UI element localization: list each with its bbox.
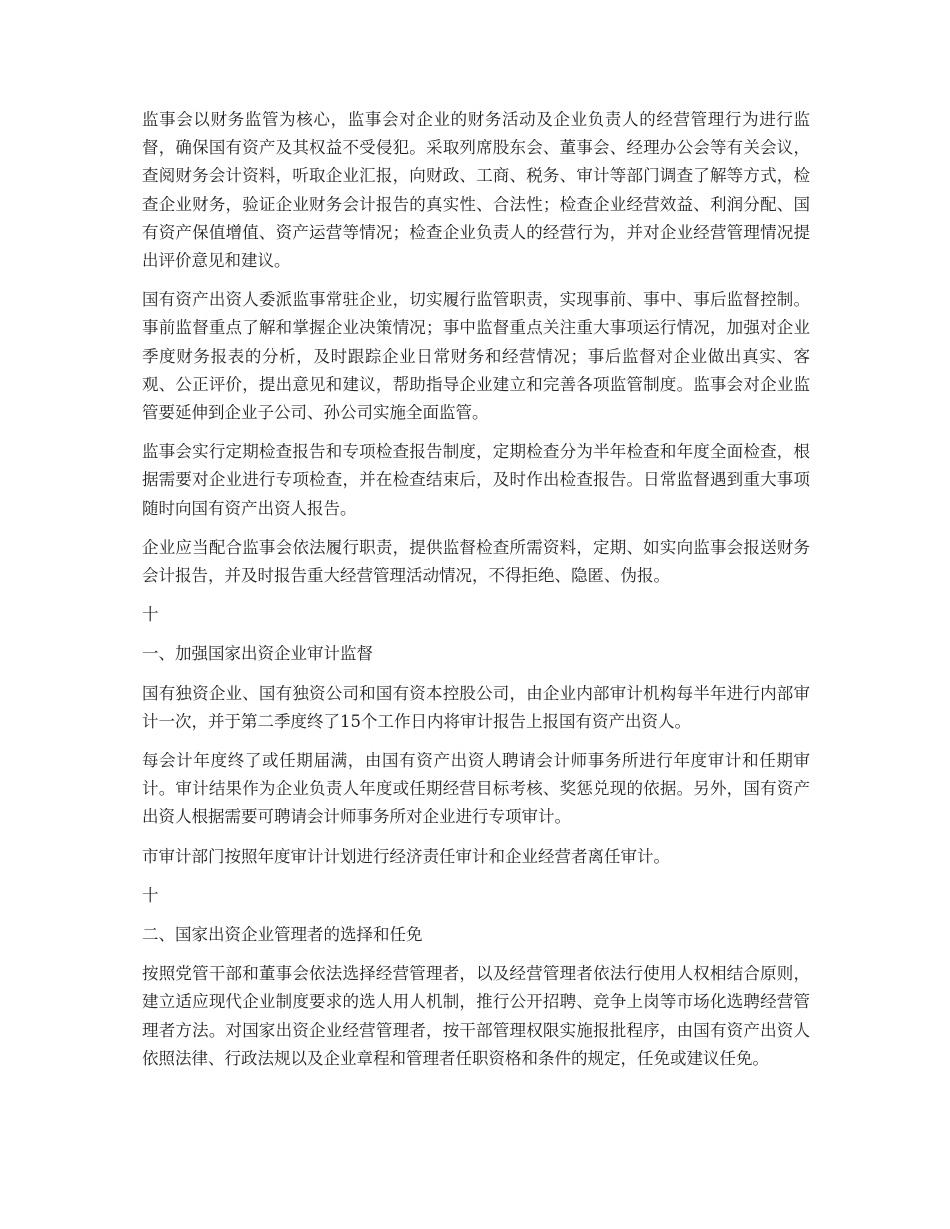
paragraph-internal-audit: 国有独资企业、国有独资公司和国有资本控股公司，由企业内部审计机构每半年进行内部审计一次，并于第二季度终了15个工作日内将审计报告上报国有资产出资人。: [142, 683, 810, 731]
section-number: 十: [142, 885, 159, 905]
paragraph-supervisory-board-financial-oversight: 监事会以财务监管为核心，监事会对企业的财务活动及企业负责人的经营管理行为进行监督，确保国有资产及其权益不受侵犯。采取列席股东会、董事会、经理办公会等有关会议，查阅财务会计资料，听取企业汇报，向财政、工商、税务、审计等部门调查了解等方式，检查企业财务，验证企业财务会计报告的真实性、合法性；检查企业经营效益、利润分配、国有资产保值增值、资产运营等情况；检查企业负责人的经营行为，并对企业经营管理情况提出评价意见和建议。: [142, 110, 810, 271]
section-heading-manager-appointment: 二、国家出资企业管理者的选择和任免: [142, 925, 423, 945]
document-body: [142, 106, 810, 1084]
paragraph-resident-supervisors: 国有资产出资人委派监事常驻企业，切实履行监管职责，实现事前、事中、事后监督控制。事前监督重点了解和掌握企业决策情况；事中监督重点关注重大事项运行情况，加强对企业季度财务报表的分析，及时跟踪企业日常财务和经营情况；事后监督对企业做出真实、客观、公正评价，提出意见和建议，帮助指导企业建立和完善各项监管制度。监事会对企业监管要延伸到企业子公司、孙公司实施全面监管。: [142, 290, 810, 423]
paragraph-manager-selection: 按照党管干部和董事会依法选择经营管理者，以及经营管理者依法行使用人权相结合原则，建立适应现代企业制度要求的选人用人机制，推行公开招聘、竞争上岗等市场化选聘经营管理者方法。对国家出资企业经营管理者，按干部管理权限实施报批程序，由国有资产出资人依照法律、行政法规以及企业章程和管理者任职资格和条件的规定，任免或建议任免。: [142, 964, 810, 1068]
paragraph-annual-term-audit: 每会计年度终了或任期届满，由国有资产出资人聘请会计师事务所进行年度审计和任期审计。审计结果作为企业负责人年度或任期经营目标考核、奖惩兑现的依据。另外，国有资产出资人根据需要可聘请会计师事务所对企业进行专项审计。: [142, 751, 810, 827]
paragraph-inspection-reports: 监事会实行定期检查报告和专项检查报告制度，定期检查分为半年检查和年度全面检查，根据需要对企业进行专项检查，并在检查结束后，及时作出检查报告。日常监督遇到重大事项随时向国有资产出资人报告。: [142, 442, 810, 518]
paragraph-enterprise-cooperation: 企业应当配合监事会依法履行职责，提供监督检查所需资料，定期、如实向监事会报送财务会计报告，并及时报告重大经营管理活动情况，不得拒绝、隐匿、伪报。: [142, 537, 810, 586]
paragraph-municipal-audit: 市审计部门按照年度审计计划进行经济责任审计和企业经营者离任审计。: [142, 846, 670, 866]
section-number: 十: [142, 605, 159, 625]
section-heading-audit-supervision: 一、加强国家出资企业审计监督: [142, 644, 373, 664]
